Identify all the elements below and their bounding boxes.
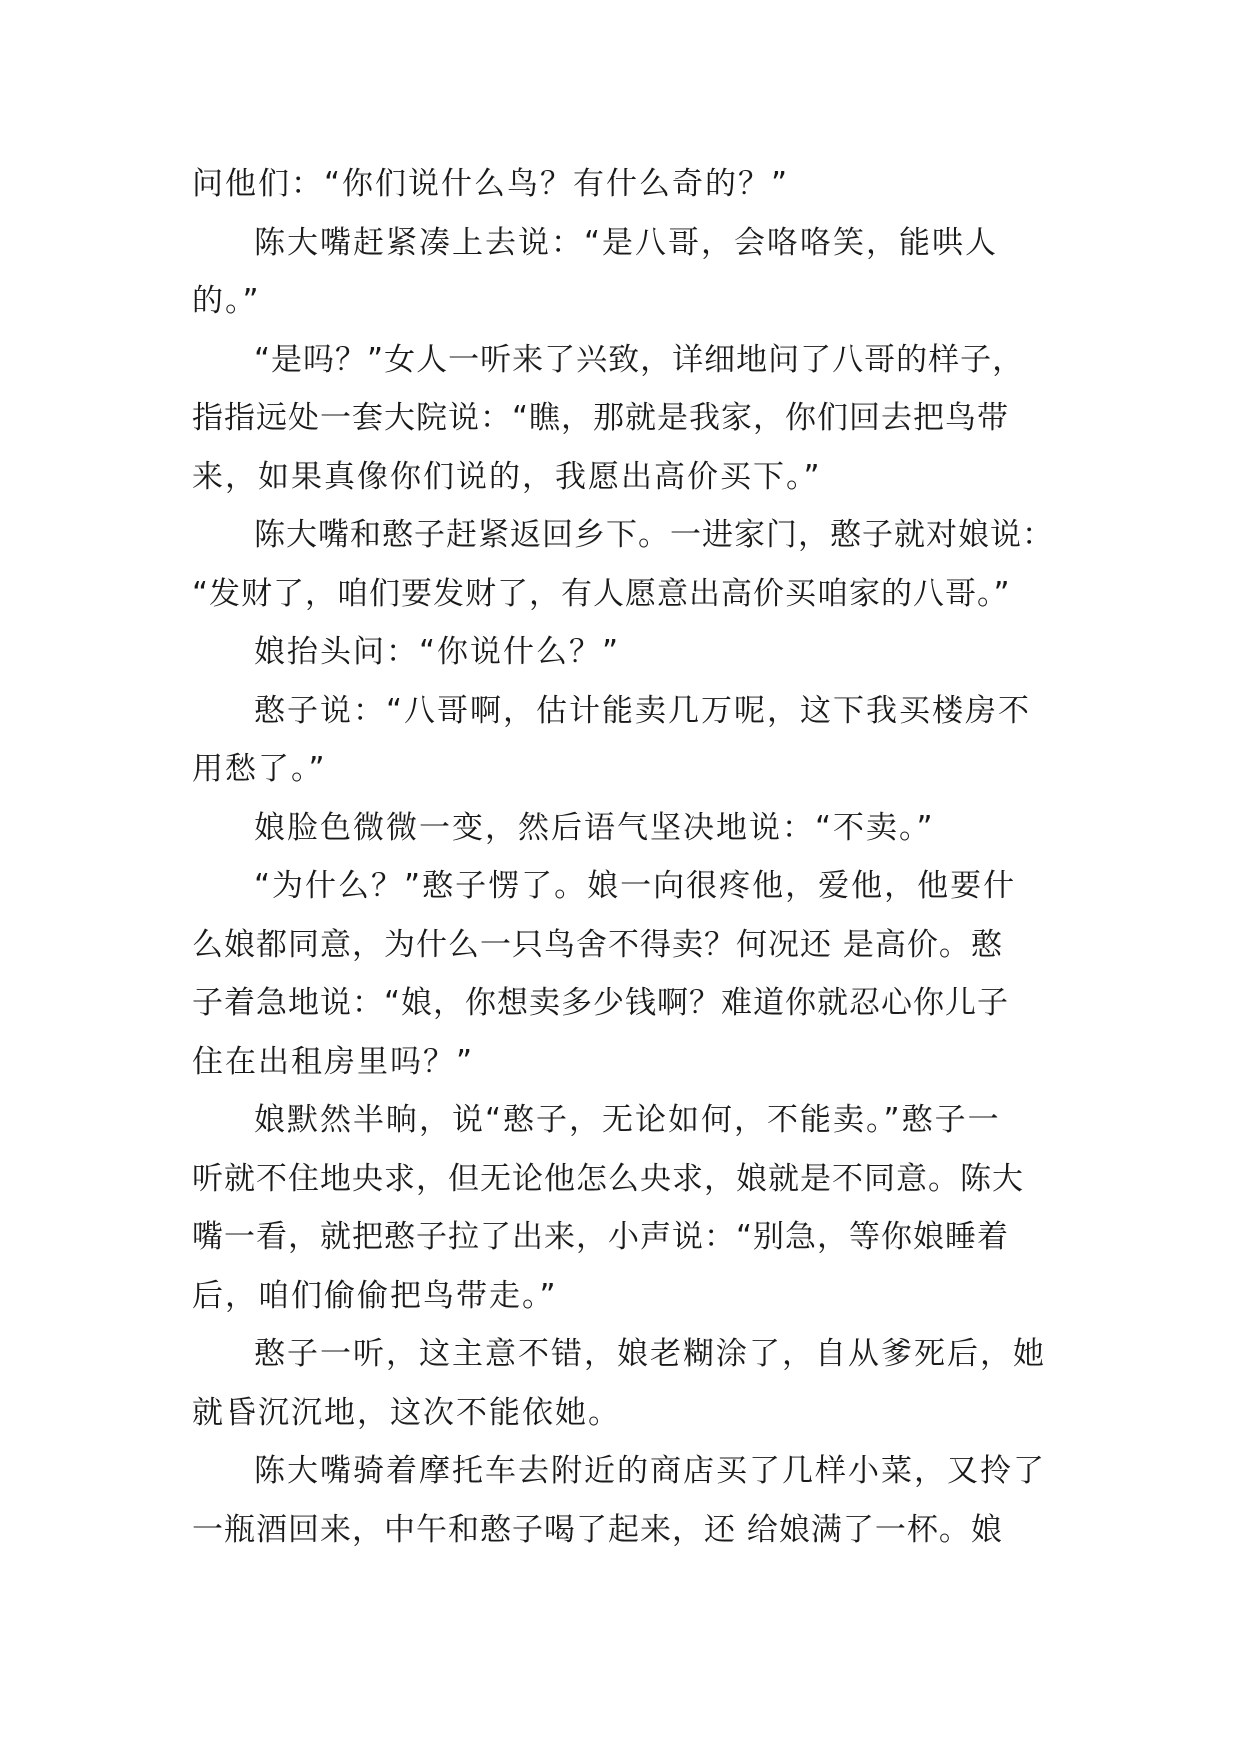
- text-line: 子着急地说：“娘，你想卖多少钱啊？难道你就忍心你儿子: [192, 985, 1010, 1021]
- text-line: 陈大嘴骑着摩托车去附近的商店买了几样小菜，又拎了: [254, 1453, 1046, 1489]
- text-line: 后，咱们偷偷把鸟带走。”: [192, 1277, 558, 1314]
- text-line: 就昏沉沉地，这次不能依她。: [192, 1394, 621, 1431]
- text-line: 陈大嘴和憨子赶紧返回乡下。一进家门，憨子就对娘说：: [254, 517, 1054, 553]
- text-line: 一瓶酒回来，中午和憨子喝了起来，还 给娘满了一杯。娘: [192, 1511, 1003, 1548]
- text-line: 娘脸色微微一变，然后语气坚决地说：“不卖。”: [254, 809, 935, 846]
- document-body: [192, 155, 1052, 1559]
- text-line: 么娘都同意，为什么一只鸟舍不得卖？何况还 是高价。憨: [192, 926, 1003, 963]
- text-line: 娘默然半晌，说“憨子，无论如何，不能卖。”憨子一: [254, 1102, 1001, 1138]
- text-line: “为什么？”憨子愣了。娘一向很疼他，爱他，他要什: [254, 868, 1017, 904]
- text-line: 的。”: [192, 283, 261, 319]
- text-line: 憨子一听，这主意不错，娘老糊涂了，自从爹死后，她: [254, 1336, 1046, 1372]
- text-line: “是吗？”女人一听来了兴致，详细地问了八哥的样子，: [254, 341, 1025, 378]
- text-line: 住在出租房里吗？”: [192, 1043, 475, 1080]
- text-line: 听就不住地央求，但无论他怎么央求，娘就是不同意。陈大: [192, 1160, 1024, 1197]
- text-line: 用愁了。”: [192, 751, 327, 787]
- text-line: “发财了，咱们要发财了，有人愿意出高价买咱家的八哥。”: [192, 575, 1011, 612]
- text-line: 娘抬头问：“你说什么？”: [254, 634, 621, 670]
- text-line: 问他们：“你们说什么鸟？有什么奇的？”: [192, 166, 790, 202]
- text-line: 憨子说：“八哥啊，估计能卖几万呢，这下我买楼房不: [254, 692, 1032, 729]
- text-line: 陈大嘴赶紧凑上去说：“是八哥，会咯咯笑，能哄人: [254, 224, 999, 261]
- text-line: 指指远处一套大院说：“瞧，那就是我家，你们回去把鸟带: [192, 400, 1010, 436]
- text-line: 来，如果真像你们说的，我愿出高价买下。”: [192, 458, 822, 495]
- text-line: 嘴一看，就把憨子拉了出来，小声说：“别急，等你娘睡着: [192, 1219, 1010, 1255]
